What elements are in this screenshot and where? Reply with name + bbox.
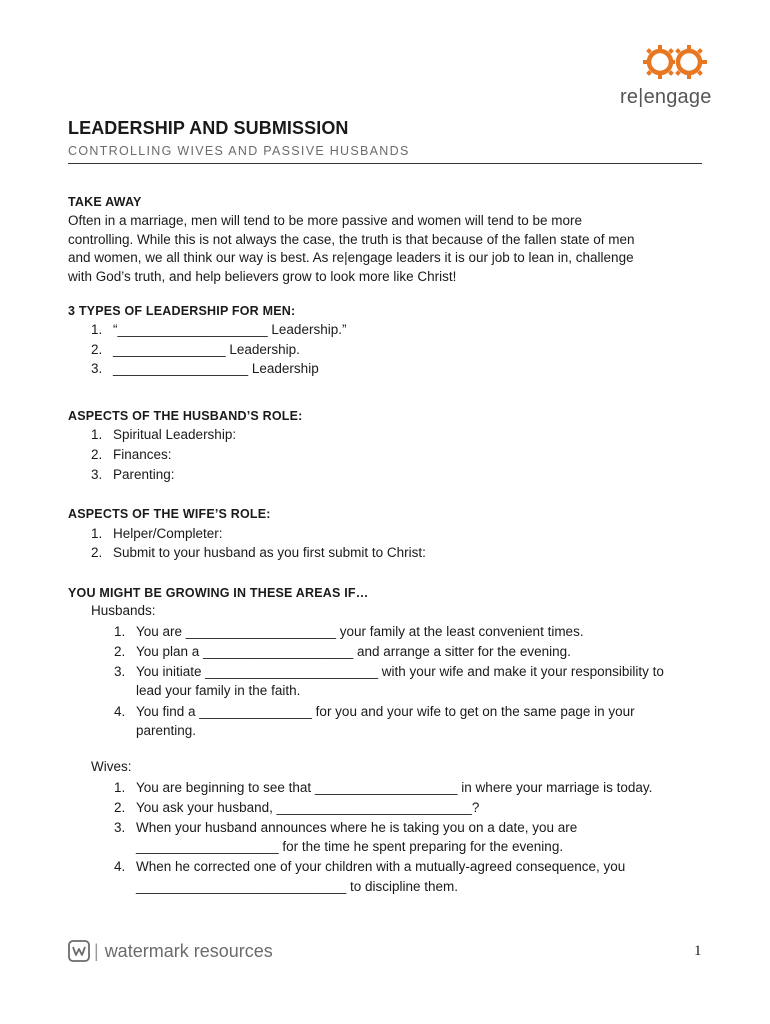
list-number: 2. (91, 342, 103, 357)
title-divider (68, 163, 702, 164)
list-text: You are beginning to see that ___________________ in where your marriage is today. (136, 780, 653, 795)
list-item (91, 466, 175, 484)
list-text: Spiritual Leadership: (113, 427, 237, 442)
list-item (114, 819, 577, 837)
list-number: 2. (114, 644, 126, 659)
leadership-types-heading: 3 TYPES OF LEADERSHIP FOR MEN: (68, 304, 296, 318)
list-text: __________________ Leadership (113, 361, 319, 376)
husbands-label: Husbands: (91, 603, 156, 618)
list-item (91, 321, 346, 339)
page-title: LEADERSHIP AND SUBMISSION (68, 118, 349, 138)
list-text: You plan a ____________________ and arrange a sitter for the evening. (136, 644, 571, 659)
take-away-heading: TAKE AWAY (68, 195, 142, 209)
list-text: Finances: (113, 447, 172, 462)
list-item (114, 779, 652, 797)
list-number: 3. (114, 664, 126, 679)
list-text: Helper/Completer: (113, 526, 223, 541)
list-text: When he corrected one of your children with a mutually-agreed consequence, you (136, 859, 626, 874)
list-item (114, 623, 584, 641)
list-item (114, 703, 635, 721)
list-text: You ask your husband, __________________________? (136, 800, 480, 815)
list-text: Parenting: (113, 467, 175, 482)
list-number: 4. (114, 704, 126, 719)
list-item (91, 525, 223, 543)
list-text: You initiate _______________________ with your wife and make it your responsibility to (136, 664, 664, 679)
paragraph-line: controlling. While this is not always the case, the truth is that because of the fallen state of men (68, 231, 635, 247)
list-number: 3. (114, 820, 126, 835)
watermark-resources-logo (68, 938, 273, 964)
list-number: 1. (91, 526, 103, 541)
paragraph-line: Often in a marriage, men will tend to be more passive and women will tend to be more (68, 213, 583, 228)
list-number: 1. (114, 780, 126, 795)
list-item (114, 663, 664, 681)
list-text: You are ____________________ your family at the least convenient times. (136, 624, 584, 639)
list-item (91, 426, 236, 444)
list-text-continued: ____________________________ to discipline them. (136, 879, 459, 894)
list-number: 3. (91, 467, 103, 482)
logo-wordmark: re|engage (620, 86, 712, 108)
paragraph-line: with God’s truth, and help believers grow to look more like Christ! (68, 268, 457, 284)
list-number: 2. (91, 545, 103, 560)
list-text-continued: lead your family in the faith. (136, 683, 301, 698)
growing-heading: YOU MIGHT BE GROWING IN THESE AREAS IF… (68, 586, 369, 600)
list-number: 2. (114, 800, 126, 815)
list-text: _______________ Leadership. (113, 342, 300, 357)
list-item (91, 446, 172, 464)
footer-separator: | (94, 940, 99, 961)
list-number: 2. (91, 447, 103, 462)
list-text: Submit to your husband as you first submit to Christ: (113, 545, 426, 560)
page-subtitle: CONTROLLING WIVES AND PASSIVE HUSBANDS (68, 144, 410, 158)
husband-role-heading: ASPECTS OF THE HUSBAND’S ROLE: (68, 409, 303, 423)
list-text-continued: parenting. (136, 723, 197, 738)
list-text: When your husband announces where he is taking you on a date, you are (136, 820, 578, 835)
wife-role-heading: ASPECTS OF THE WIFE’S ROLE: (68, 507, 271, 521)
list-text: “____________________ Leadership.” (113, 322, 347, 337)
list-item (91, 360, 319, 378)
list-item (91, 341, 300, 359)
list-number: 1. (91, 427, 103, 442)
list-number: 4. (114, 859, 126, 874)
reengage-logo (612, 42, 728, 112)
list-item (91, 544, 426, 562)
list-item (114, 643, 571, 661)
list-text: You find a _______________ for you and your wife to get on the same page in your (136, 704, 635, 719)
list-number: 1. (91, 322, 103, 337)
list-item (114, 799, 479, 817)
list-number: 1. (114, 624, 126, 639)
page-number: 1 (694, 943, 702, 959)
list-text-continued: ___________________ for the time he spent preparing for the evening. (136, 839, 564, 854)
take-away-paragraph (68, 212, 702, 286)
list-number: 3. (91, 361, 103, 376)
wives-label: Wives: (91, 759, 132, 774)
two-gears-icon (640, 42, 710, 82)
paragraph-line: and women, we all think our way is best. As re|engage leaders it is our job to lean in, challenge (68, 250, 634, 265)
watermark-w-icon (68, 940, 90, 962)
list-item (114, 858, 625, 876)
footer-brand: watermark resources (104, 940, 273, 961)
